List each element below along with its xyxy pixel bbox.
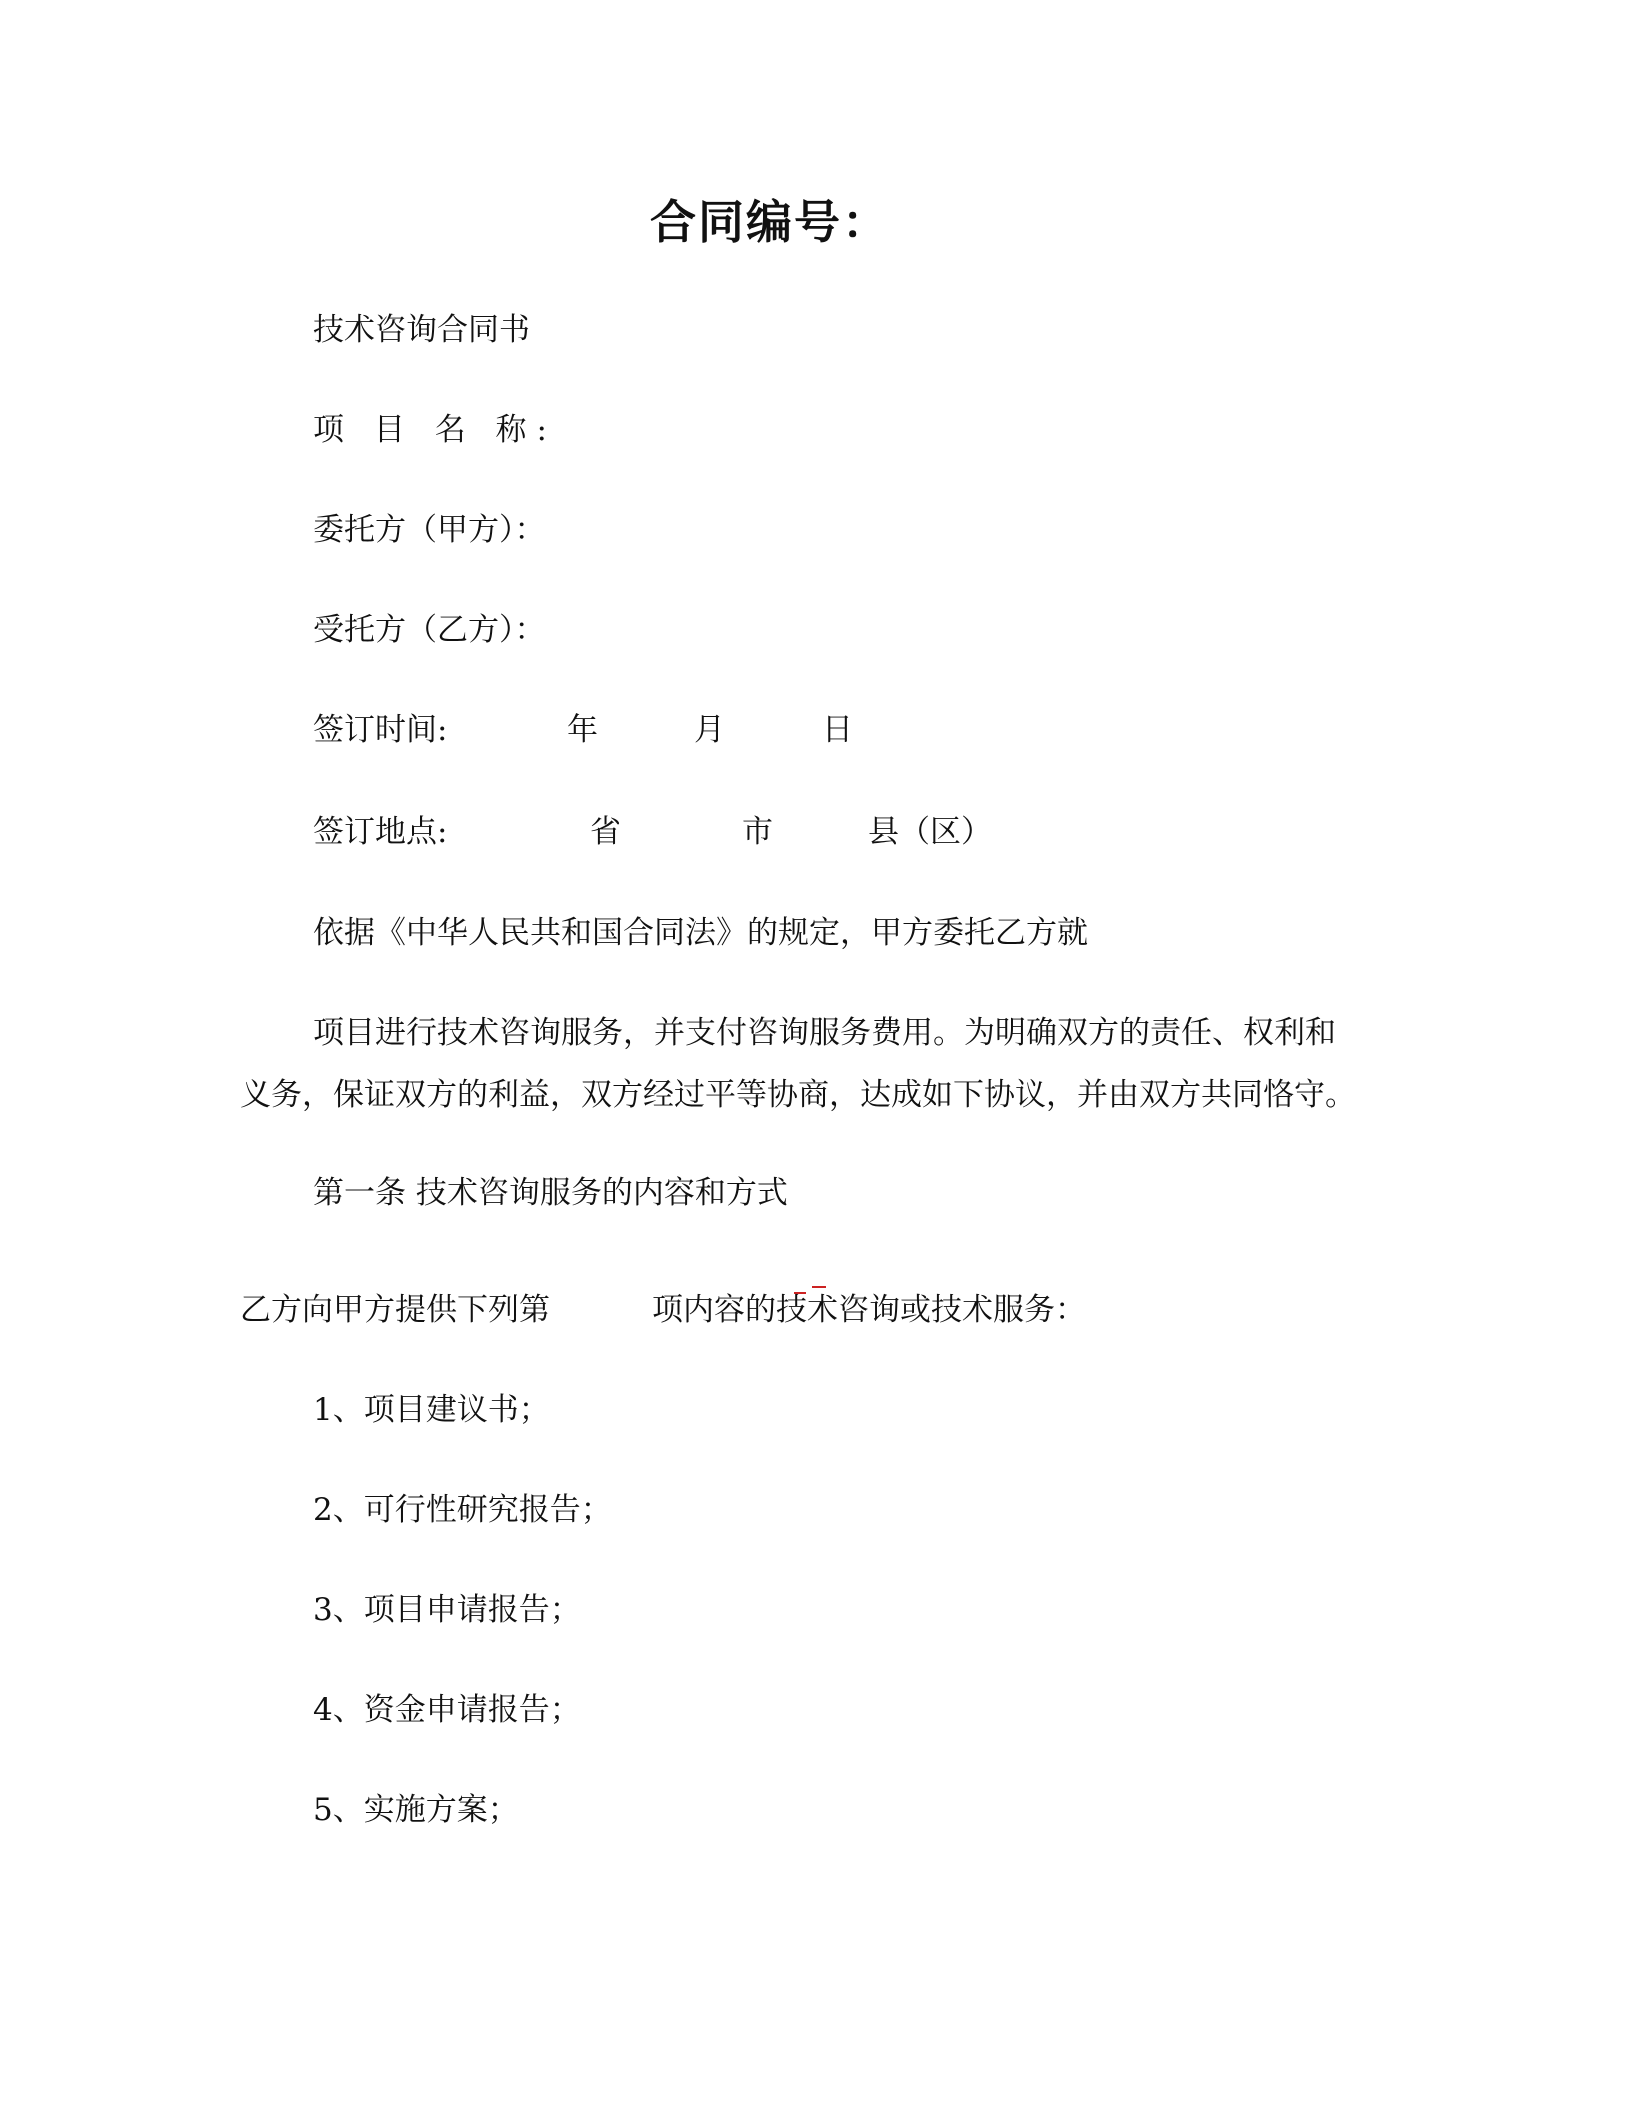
service-line-prefix: 乙方向甲方提供下列第 [240,1292,550,1328]
list-item: 2、可行性研究报告； [313,1492,612,1528]
sign-time-month: 月 [694,712,725,748]
list-item: 4、资金申请报告； [313,1692,581,1728]
sign-time-year: 年 [567,712,598,748]
list-item: 3、项目申请报告； [313,1592,581,1628]
sign-time-day: 日 [822,712,853,748]
article-1-title: 第一条 技术咨询服务的内容和方式 [313,1175,788,1211]
basis-line: 依据《中华人民共和国合同法》的规定，甲方委托乙方就 [313,915,1088,951]
contractor-label: 受托方（乙方）： [313,612,546,648]
sign-time-label: 签订时间: [313,712,448,748]
list-item: 1、项目建议书； [313,1392,550,1428]
project-name-label: 项 目 名 称: [313,412,558,448]
list-item: 5、实施方案； [313,1792,519,1828]
contract-heading: 技术咨询合同书 [313,312,530,348]
service-line-suffix: 项内容的技术咨询或技术服务： [652,1292,1086,1328]
client-label: 委托方（甲方）： [313,512,546,548]
sign-place-label: 签订地点: [313,814,448,850]
sign-place-city: 市 [742,814,773,850]
paragraph-line-2: 义务，保证双方的利益，双方经过平等协商，达成如下协议，并由双方共同恪守。 [240,1077,1356,1113]
sign-place-province: 省 [590,814,621,850]
contract-number-title: 合同编号： [650,195,890,249]
paragraph-line-1: 项目进行技术咨询服务，并支付咨询服务费用。为明确双方的责任、权利和 [313,1015,1336,1051]
sign-place-county: 县（区） [868,814,992,850]
